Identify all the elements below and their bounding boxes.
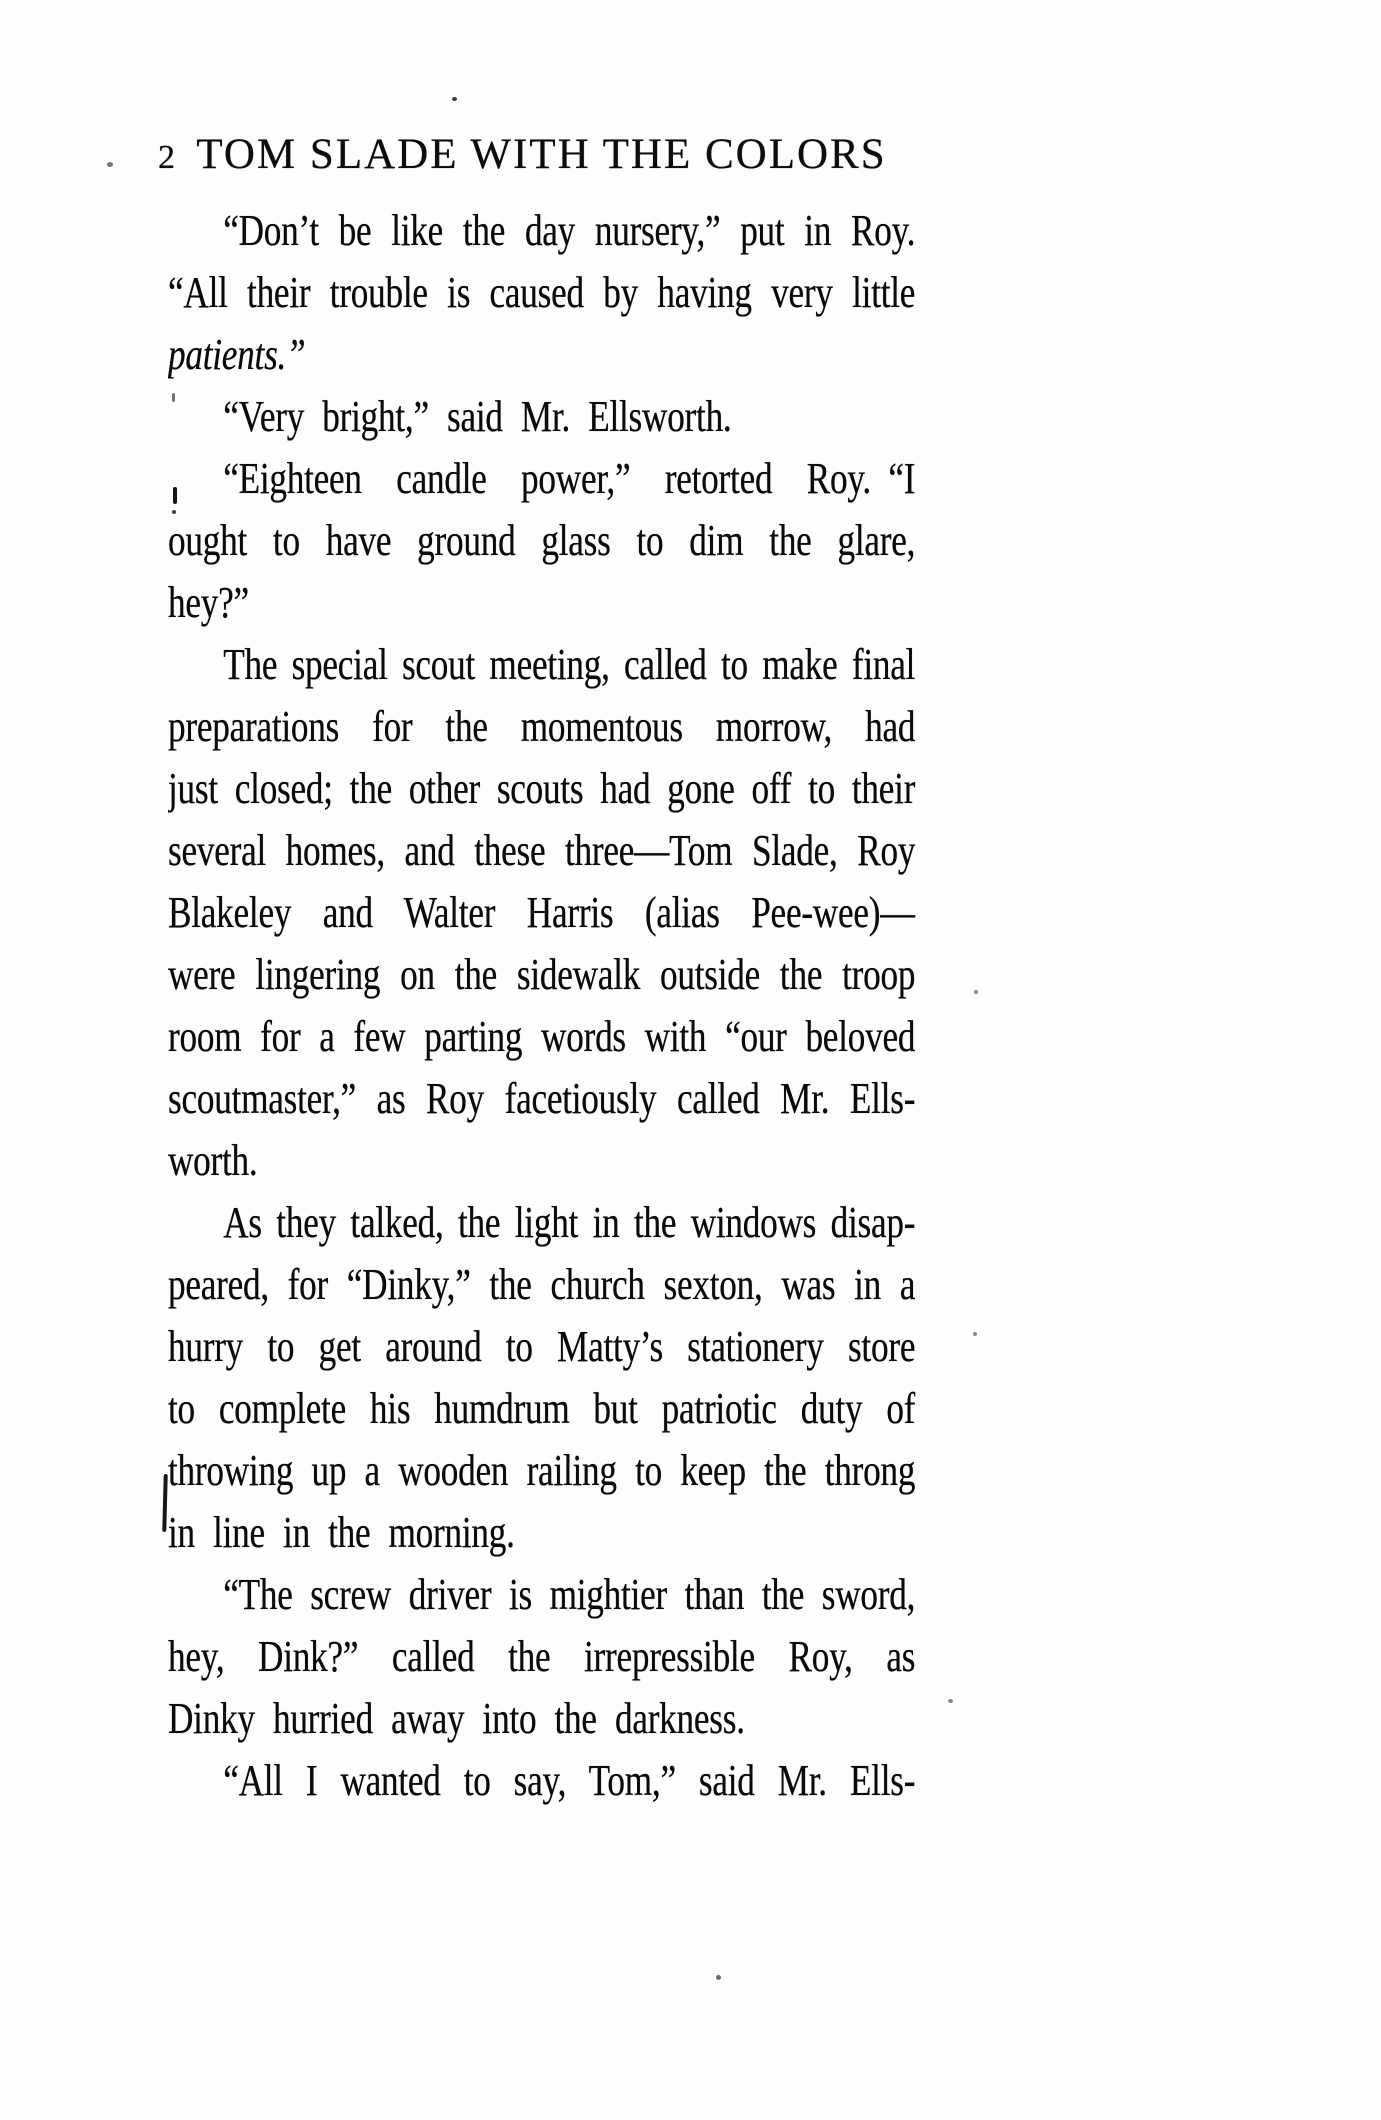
ink-speck [107,162,113,167]
body-text [168,200,1102,1812]
text-line: room for a few parting words with “our beloved [168,1012,916,1061]
text-line: “Eighteen candle power,” retorted Roy. “I [223,454,916,503]
text-line: throwing up a wooden railing to keep the throng [168,1446,916,1495]
ink-speck [948,1699,953,1703]
text-line: hurry to get around to Matty’s stationery store [168,1322,916,1371]
text-line: Dinky hurried away into the darkness. [168,1694,745,1743]
text-line: were lingering on the sidewalk outside the troop [168,950,916,999]
text-line: As they talked, the light in the windows disap- [223,1198,916,1247]
text-line: peared, for “Dinky,” the church sexton, was in a [168,1260,916,1309]
text-line: to complete his humdrum but patriotic duty of [168,1384,916,1433]
text-line: preparations for the momentous morrow, had [168,702,916,751]
text-line: hey, Dink?” called the irrepressible Roy, as [168,1632,916,1681]
page-number: 2 [158,139,175,176]
text-line: “Very bright,” said Mr. Ellsworth. [223,392,732,441]
text-line: Blakeley and Walter Harris (alias Pee-wee)— [168,888,916,937]
text-line: “All I wanted to say, Tom,” said Mr. Ells- [223,1756,916,1805]
ink-mark [172,393,175,402]
ink-speck [974,990,978,994]
ink-speck [172,510,176,514]
text-line: patients.” [168,330,306,379]
text-line: worth. [168,1136,258,1185]
text-line: “Don’t be like the day nursery,” put in Roy. [223,206,916,255]
text-line: ought to have ground glass to dim the glare, [168,516,916,565]
ink-speck [716,1975,721,1980]
running-header: TOM SLADE WITH THE COLORS [196,131,887,178]
text-line: “All their trouble is caused by having very little [168,268,916,317]
text-line: just closed; the other scouts had gone off to their [168,764,916,813]
ink-speck [452,97,457,101]
text-line: The special scout meeting, called to make final [223,640,916,689]
ink-mark [162,1474,168,1532]
ink-speck [973,1332,977,1336]
text-line: in line in the morning. [168,1508,515,1557]
ink-mark [173,487,177,504]
text-line: several homes, and these three—Tom Slade, Roy [168,826,916,875]
text-line: “The screw driver is mightier than the sword, [223,1570,916,1619]
text-line: hey?” [168,578,249,627]
text-line: scoutmaster,” as Roy facetiously called Mr. Ells- [168,1074,916,1123]
